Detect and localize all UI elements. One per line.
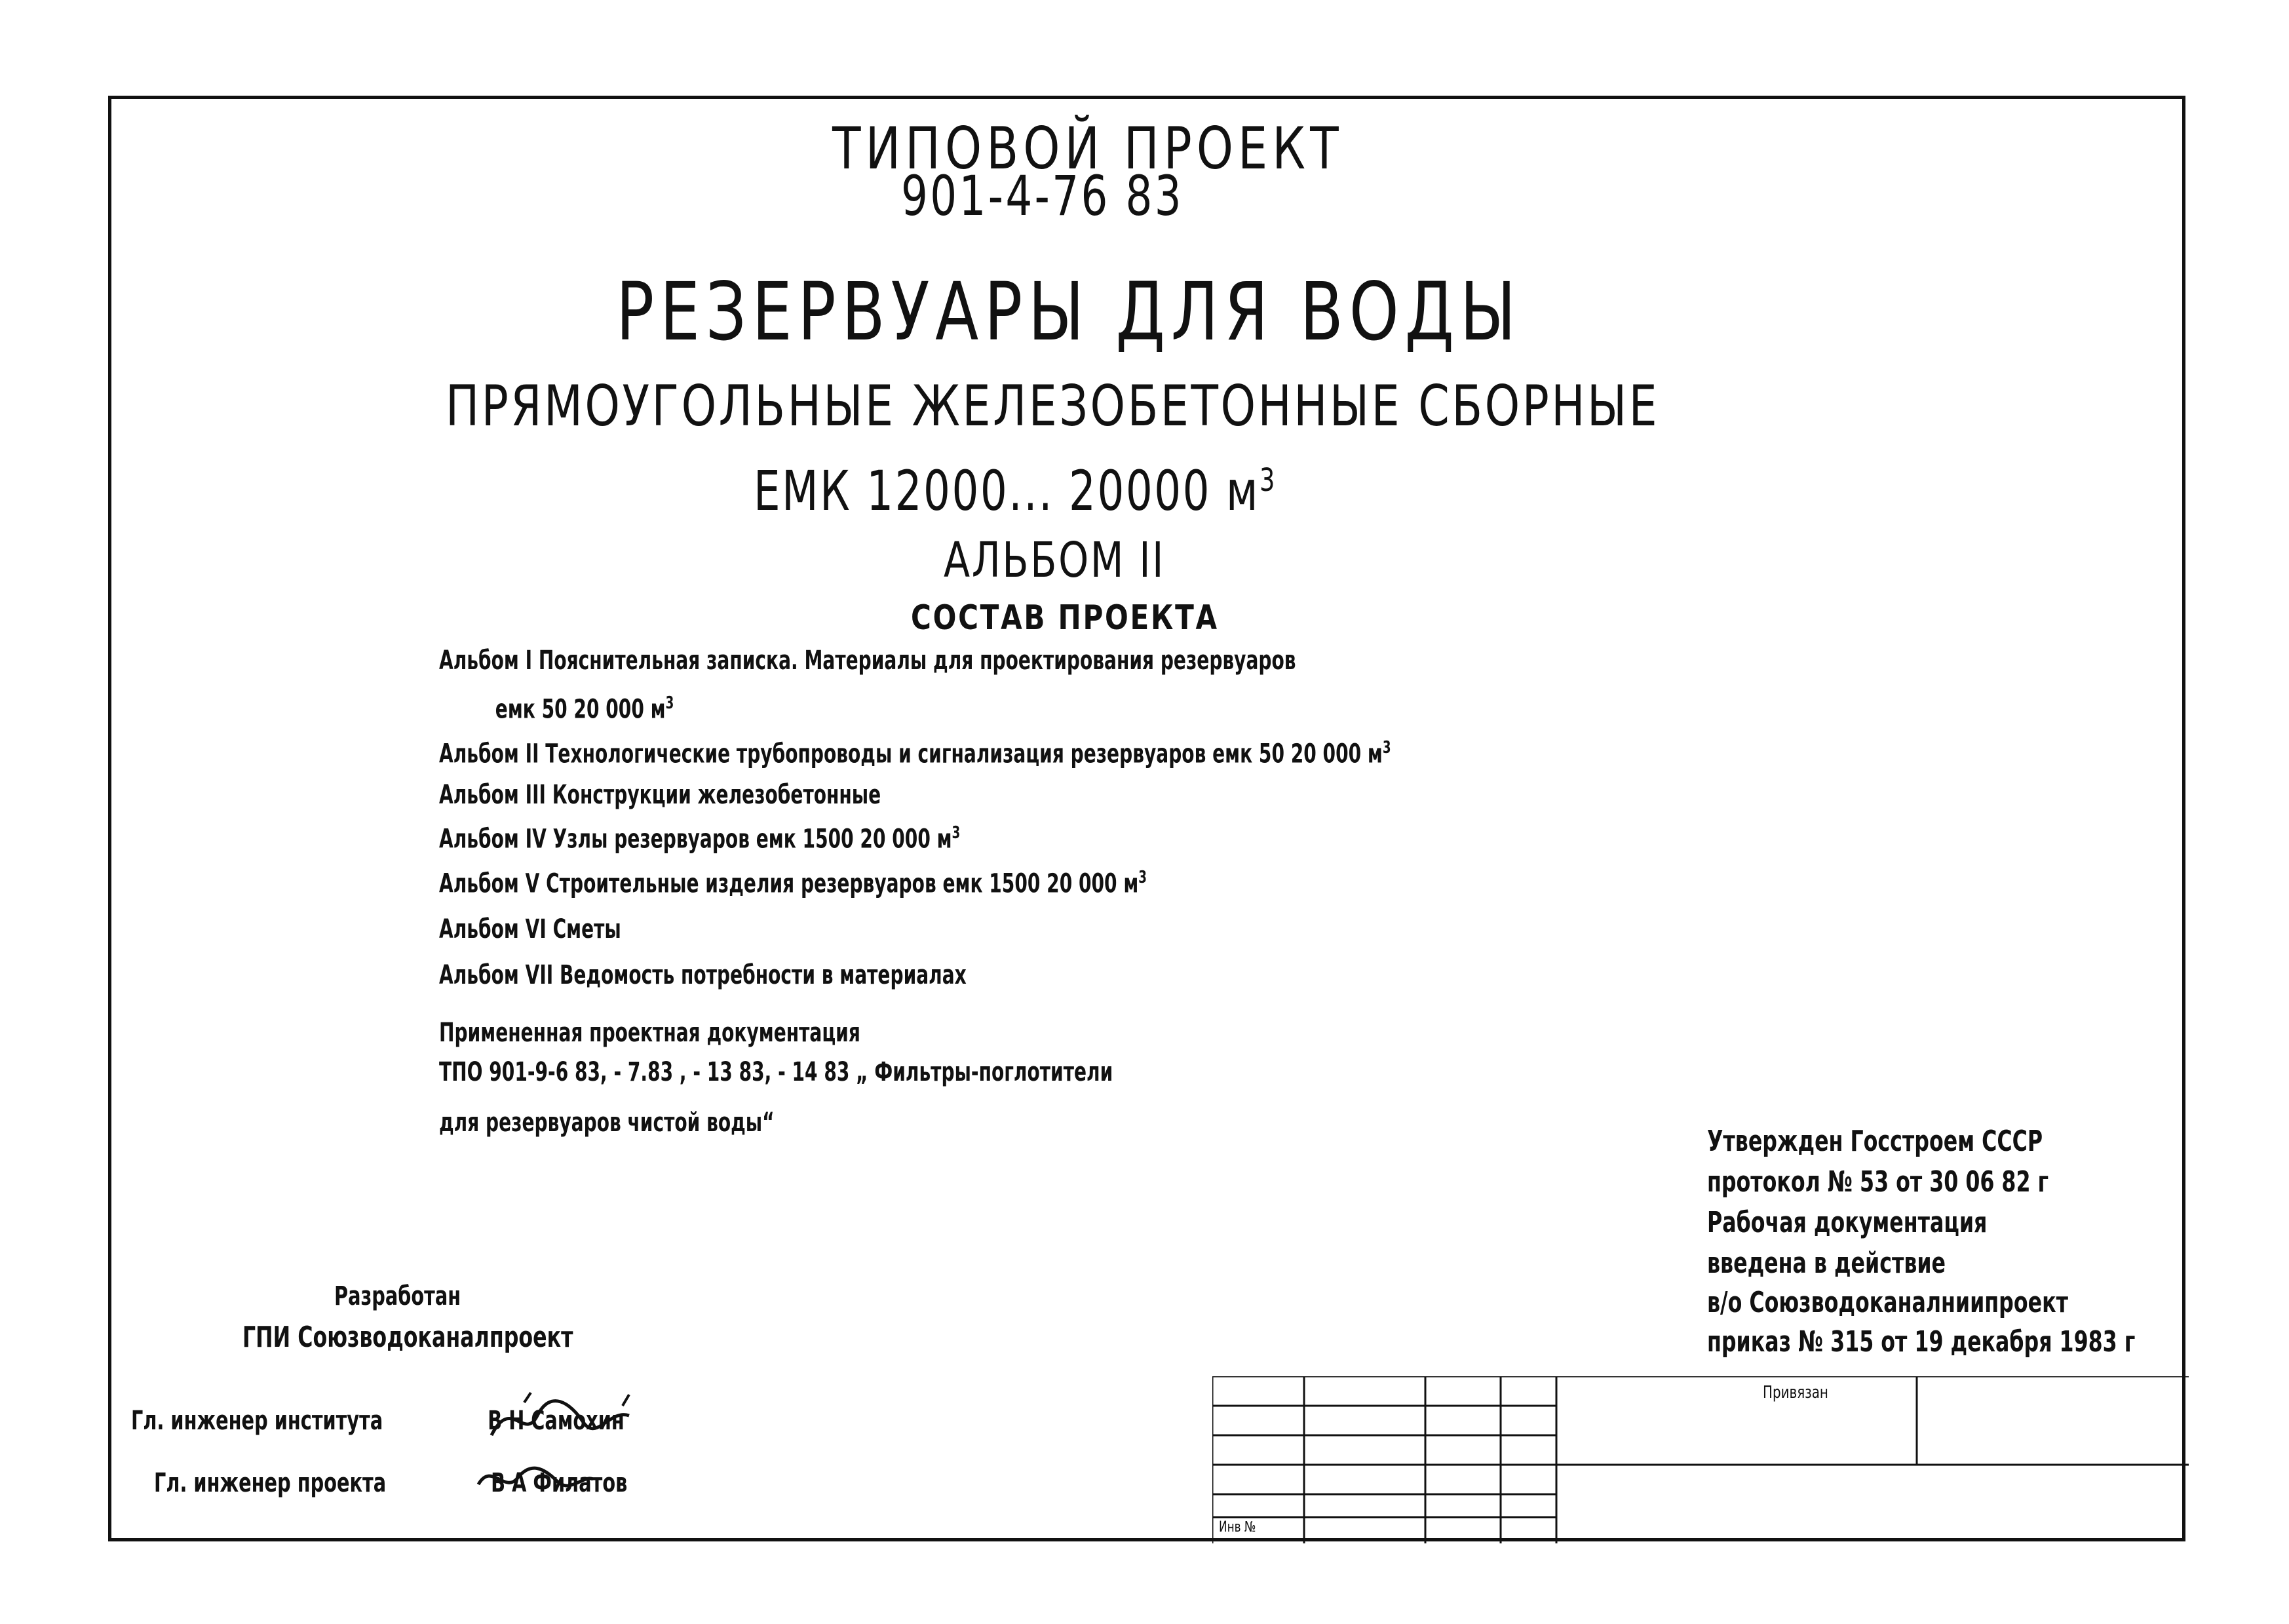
signature-name-1: В Н Самохин (488, 1406, 625, 1436)
approval-line-2: протокол № 53 от 30 06 82 г (1707, 1165, 2049, 1199)
capacity-superscript: 3 (1260, 462, 1277, 499)
inventory-number-label: Инв № (1219, 1519, 1256, 1536)
title-block-grid (1212, 1376, 2189, 1547)
approval-line-5: в/о Союзводоканалниипроект (1707, 1286, 2068, 1319)
project-type-label: ТИПОВОЙ ПРОЕКТ (832, 115, 1343, 182)
capacity-line (754, 459, 1277, 523)
capacity-text: ЕМК 12000... 20000 м (754, 459, 1260, 523)
album-line-1: Альбом I Пояснительная записка. Материалы для проектирования резервуаров (439, 646, 1296, 676)
composition-title: СОСТАВ ПРОЕКТА (911, 598, 1219, 638)
album-title: АЛЬБОМ II (944, 532, 1166, 589)
signature-role-1: Гл. инженер института (131, 1406, 383, 1436)
approval-line-3: Рабочая документация (1707, 1206, 1988, 1239)
attached-label: Привязан (1763, 1383, 1828, 1402)
handwritten-signature-1 (485, 1389, 636, 1448)
applied-docs-line: ТПО 901-9-6 83, - 7.83 , - 13 83, - 14 83 „ Фильтры-поглотители (439, 1057, 1113, 1087)
album-line-5: Альбом IV Узлы резервуаров емк 1500 20 000 $м^3$ (439, 823, 961, 855)
album-line-4: Альбом III Конструкции железобетонные (439, 780, 881, 810)
applied-docs-title: Примененная проектная документация (439, 1018, 860, 1048)
project-number: 901-4-76 83 (901, 164, 1184, 228)
handwritten-signature-2 (472, 1458, 596, 1498)
developer-org: ГПИ Союзводоканалпроект (242, 1321, 573, 1354)
signature-name-2: В А Филатов (491, 1468, 628, 1498)
album-line-8: Альбом VII Ведомость потребности в материалах (439, 960, 967, 990)
approval-line-1: Утвержден Госстроем СССР (1707, 1125, 2043, 1158)
album-line-6: Альбом V Строительные изделия резервуаров емк 1500 20 000 $м^3$ (439, 868, 1147, 899)
album-line-7: Альбом VI Сметы (439, 914, 621, 944)
signature-role-2: Гл. инженер проекта (154, 1468, 387, 1498)
applied-docs-line-2: для резервуаров чистой воды“ (439, 1108, 775, 1138)
album-line-3: Альбом II Технологические трубопроводы и сигнализация резервуаров емк 50 20 000 $м^3$ (439, 738, 1391, 769)
main-title: РЕЗЕРВУАРЫ ДЛЯ ВОДЫ (616, 265, 1522, 358)
approval-line-4: введена в действие (1707, 1247, 1946, 1280)
subtitle: ПРЯМОУГОЛЬНЫЕ ЖЕЛЕЗОБЕТОННЫЕ СБОРНЫЕ (446, 374, 1660, 439)
approval-line-6: приказ № 315 от 19 декабря 1983 г (1707, 1325, 2136, 1359)
album-line-2: емк 50 20 000 $м^3$ (495, 693, 674, 725)
developer-label: Разработан (334, 1281, 461, 1311)
